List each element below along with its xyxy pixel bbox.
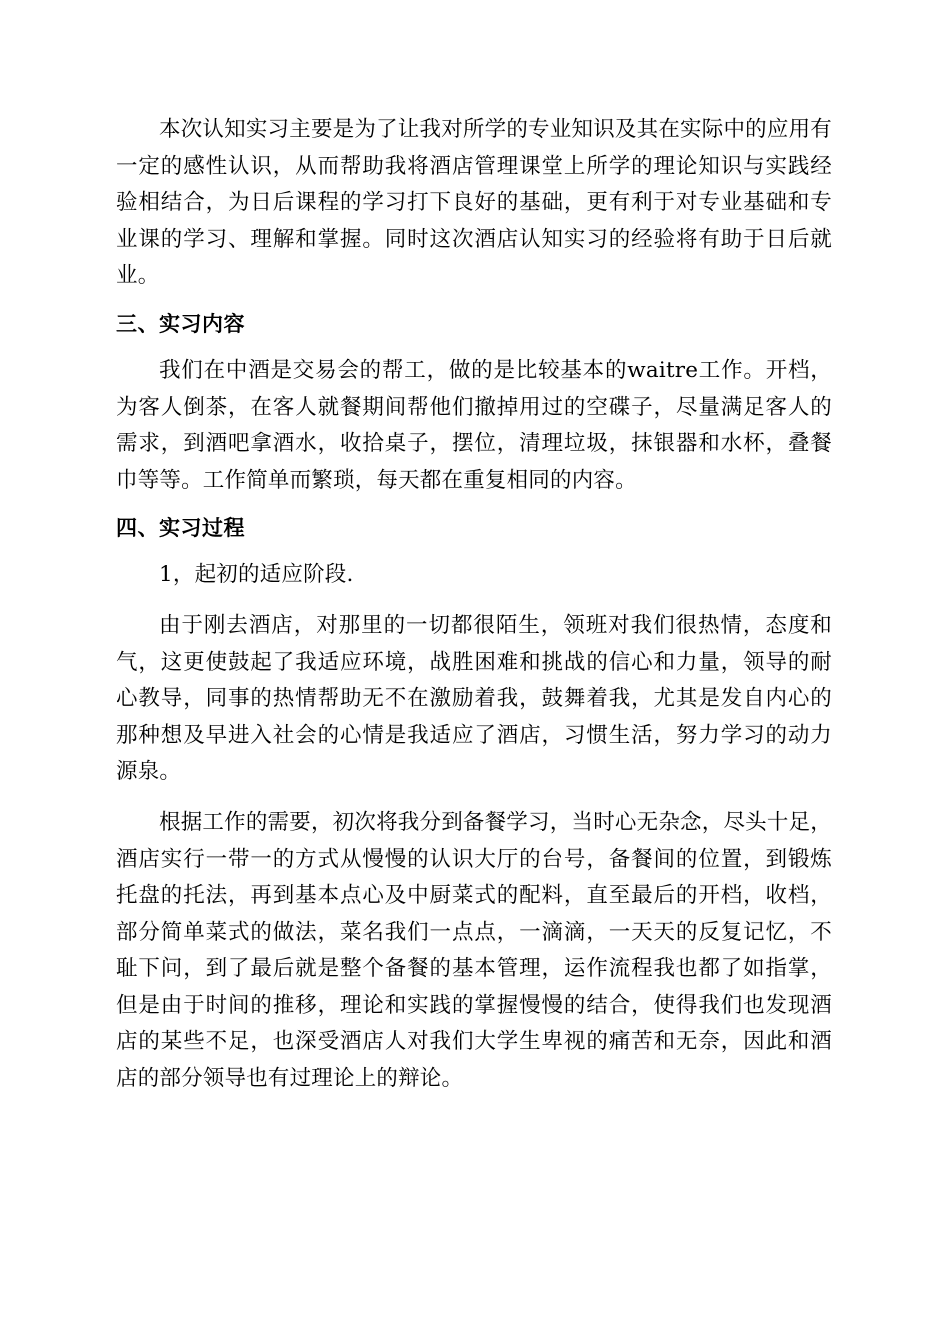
spacer	[116, 342, 832, 353]
intro-paragraph: 本次认知实习主要是为了让我对所学的专业知识及其在实际中的应用有一定的感性认识，从而帮助我将酒店管理课堂上所学的理论知识与实践经验相结合，为日后课程的学习打下良好的基础，更有利于对专业基础和专业课的学习、理解和掌握。同时这次酒店认知实习的经验将有助于日后就业。	[116, 117, 832, 289]
section-heading-internship-content: 三、实习内容	[116, 311, 245, 336]
section-heading-internship-process: 四、实习过程	[116, 516, 245, 541]
document-body	[116, 112, 832, 1098]
spacer	[116, 594, 832, 608]
content-paragraph: 我们在中酒是交易会的帮工，做的是比较基本的waitre工作。开档，为客人倒茶，在客人就餐期间帮他们撤掉用过的空碟子，尽量满足客人的需求，到酒吧拿酒水，收拾桌子，摆位，清理垃圾，抹银器和水杯，叠餐巾等等。工作简单而繁琐，每天都在重复相同的内容。	[116, 357, 832, 493]
spacer	[116, 499, 832, 510]
spacer	[116, 295, 832, 306]
adaptation-paragraph: 由于刚去酒店，对那里的一切都很陌生，领班对我们很热情，态度和气，这更使鼓起了我适应环境，战胜困难和挑战的信心和力量，领导的耐心教导，同事的热情帮助无不在激励着我，鼓舞着我，尤其是发自内心的那种想及早进入社会的心情是我适应了酒店，习惯生活，努力学习的动力源泉。	[116, 612, 832, 785]
spacer	[116, 546, 832, 557]
stage-one-item: 1，起初的适应阶段.	[159, 562, 354, 588]
work-paragraph: 根据工作的需要，初次将我分到备餐学习，当时心无杂念，尽头十足，酒店实行一带一的方式从慢慢的认识大厅的台号，备餐间的位置，到锻炼托盘的托法，再到基本点心及中厨菜式的配料，直至最后的开档，收档，部分简单菜式的做法，菜名我们一点点，一滴滴，一天天的反复记忆，不耻下问，到了最后就是整个备餐的基本管理，运作流程我也都了如指掌，但是由于时间的推移，理论和实践的掌握慢慢的结合，使得我们也发现酒店的某些不足，也深受酒店人对我们大学生卑视的痛苦和无奈，因此和酒店的部分领导也有过理论上的辩论。	[116, 809, 832, 1092]
spacer	[116, 791, 832, 805]
